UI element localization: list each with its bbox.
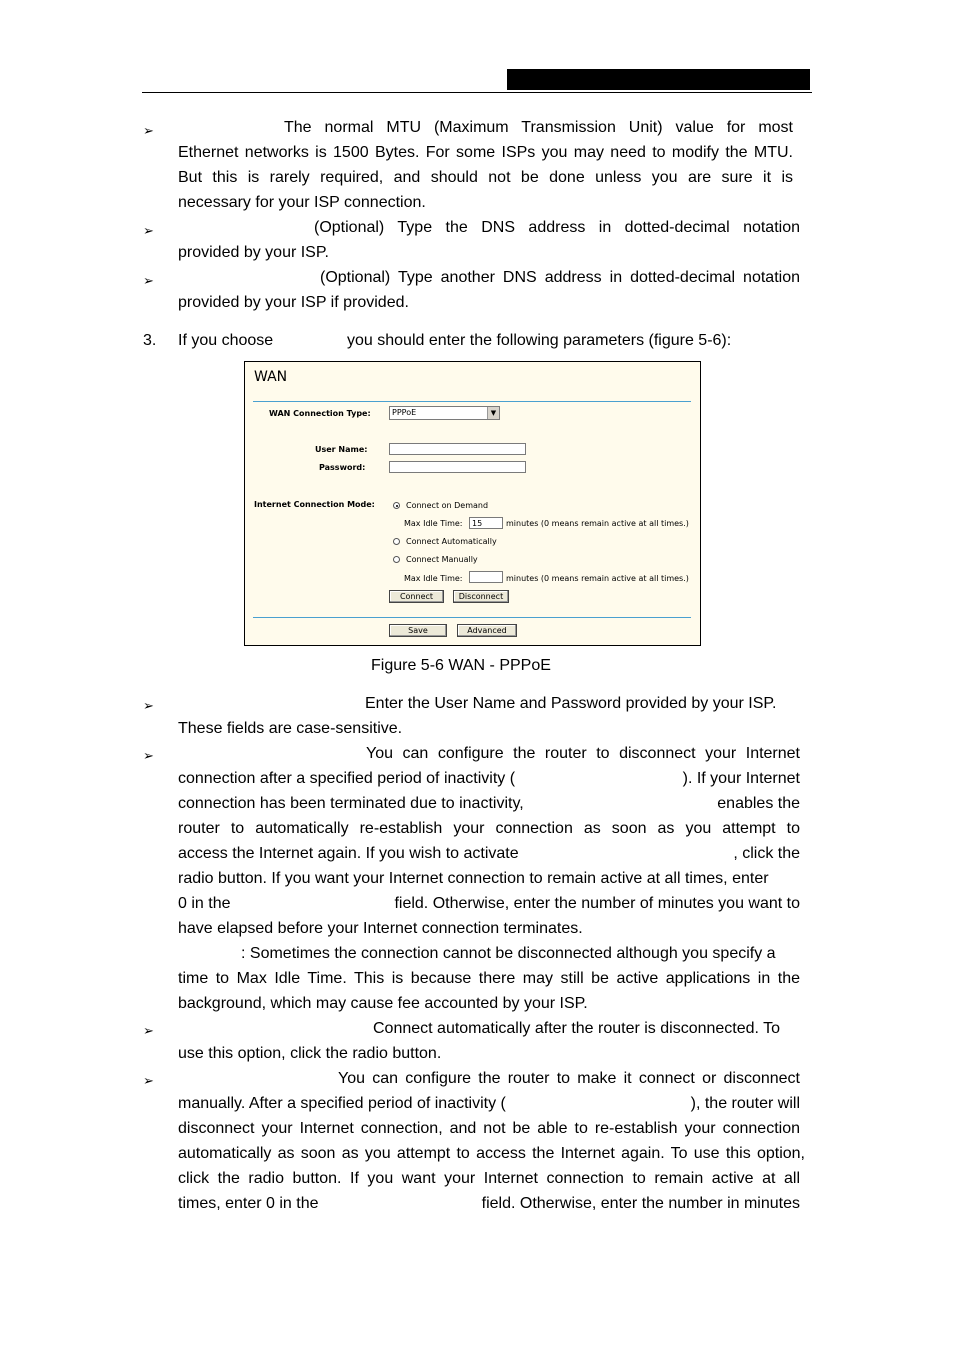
- manual-line-5: click the radio button. If you want your Internet connection to remain active at all: [178, 1170, 800, 1187]
- cod-line-8: have elapsed before your Internet connection terminates.: [178, 920, 583, 937]
- connect-button[interactable]: Connect: [389, 590, 444, 603]
- manual-line-6b: field. Otherwise, enter the number in minutes: [481, 1195, 800, 1212]
- bullet-icon: ➢: [143, 698, 154, 713]
- auto-line-1: Connect automatically after the router is disconnected. To: [373, 1020, 781, 1037]
- bullet-icon: ➢: [143, 1073, 154, 1088]
- connect-manual-label: Connect Manually: [406, 555, 478, 564]
- connect-auto-label: Connect Automatically: [406, 537, 497, 546]
- disconnect-button[interactable]: Disconnect: [453, 590, 509, 603]
- bullet-icon: ➢: [143, 273, 154, 288]
- conn-type-select[interactable]: [389, 406, 500, 420]
- cod-line-3a: connection has been terminated due to inactivity,: [178, 795, 524, 812]
- cod-line-1: You can configure the router to disconnect your Internet: [366, 745, 800, 762]
- userpass-line-1: Enter the User Name and Password provided by your ISP.: [365, 695, 777, 712]
- figure-caption: Figure 5-6 WAN - PPPoE: [371, 657, 551, 674]
- wan-bottom-rule: [253, 617, 691, 618]
- dns1-line-2: provided by your ISP.: [178, 244, 329, 261]
- save-button[interactable]: Save: [389, 624, 447, 637]
- mtu-line-2: Ethernet networks is 1500 Bytes. For some ISPs you may need to modify the MTU.: [178, 144, 793, 161]
- step-number: 3.: [143, 332, 157, 349]
- header-rule: [142, 92, 812, 93]
- mtu-line-3: But this is rarely required, and should not be done unless you are sure it is: [178, 169, 793, 186]
- mtu-line-4: necessary for your ISP connection.: [178, 194, 426, 211]
- cod-line-5a: access the Internet again. If you wish to activate: [178, 845, 519, 862]
- header-bar: [507, 69, 810, 90]
- cod-note-2: time to Max Idle Time. This is because there may still be active applications in the: [178, 970, 800, 987]
- username-input[interactable]: [389, 443, 526, 455]
- max-idle-input-2[interactable]: [469, 571, 503, 583]
- wan-pppoe-screenshot: [244, 361, 701, 646]
- max-idle-note-2: minutes (0 means remain active at all times.): [506, 574, 689, 583]
- password-input[interactable]: [389, 461, 526, 473]
- conn-type-value: PPPoE: [392, 408, 417, 417]
- username-label: User Name:: [315, 445, 368, 454]
- dns2-line-1: (Optional) Type another DNS address in dotted-decimal notation: [320, 269, 800, 286]
- password-label: Password:: [319, 463, 366, 472]
- step3-before: If you choose: [178, 332, 274, 349]
- chevron-down-icon[interactable]: ▼: [487, 407, 499, 419]
- connect-manual-radio[interactable]: [393, 556, 400, 563]
- manual-line-6a: times, enter 0 in the: [178, 1195, 319, 1212]
- step3-after: you should enter the following parameters (figure 5-6):: [347, 332, 732, 349]
- max-idle-label-1: Max Idle Time:: [404, 519, 463, 528]
- dns2-line-2: provided by your ISP if provided.: [178, 294, 409, 311]
- bullet-icon: ➢: [143, 1023, 154, 1038]
- conn-mode-label: Internet Connection Mode:: [254, 500, 375, 509]
- manual-line-2a: manually. After a specified period of inactivity (: [178, 1095, 506, 1112]
- auto-line-2: use this option, click the radio button.: [178, 1045, 442, 1062]
- cod-line-2b: ). If your Internet: [682, 770, 800, 787]
- cod-note-3: background, which may cause fee accounted by your ISP.: [178, 995, 588, 1012]
- manual-line-2b: ), the router will: [690, 1095, 800, 1112]
- cod-line-7a: 0 in the: [178, 895, 231, 912]
- cod-line-7b: field. Otherwise, enter the number of minutes you want to: [394, 895, 800, 912]
- manual-line-4: automatically as soon as you attempt to access the Internet again. To use this option,: [178, 1145, 805, 1162]
- connect-on-demand-radio[interactable]: [393, 502, 400, 509]
- bullet-icon: ➢: [143, 223, 154, 238]
- max-idle-label-2: Max Idle Time:: [404, 574, 463, 583]
- bullet-icon: ➢: [143, 748, 154, 763]
- cod-line-4: router to automatically re-establish your connection as soon as you attempt to: [178, 820, 800, 837]
- bullet-icon: ➢: [143, 123, 154, 138]
- cod-line-6: radio button. If you want your Internet connection to remain active at all times, enter: [178, 870, 769, 887]
- conn-type-label: WAN Connection Type:: [269, 409, 371, 418]
- cod-line-3b: enables the: [717, 795, 800, 812]
- cod-line-2a: connection after a specified period of inactivity (: [178, 770, 516, 787]
- cod-note-1: : Sometimes the connection cannot be disconnected although you specify a: [241, 945, 776, 962]
- mtu-line-1: The normal MTU (Maximum Transmission Unit) value for most: [284, 119, 793, 136]
- manual-line-3: disconnect your Internet connection, and not be able to re-establish your connection: [178, 1120, 800, 1137]
- connect-on-demand-label: Connect on Demand: [406, 501, 489, 510]
- manual-line-1: You can configure the router to make it connect or disconnect: [338, 1070, 800, 1087]
- dns1-line-1: (Optional) Type the DNS address in dotted-decimal notation: [314, 219, 800, 236]
- userpass-line-2: These fields are case-sensitive.: [178, 720, 403, 737]
- max-idle-note-1: minutes (0 means remain active at all times.): [506, 519, 689, 528]
- connect-auto-radio[interactable]: [393, 538, 400, 545]
- wan-title: WAN: [254, 369, 288, 385]
- cod-line-5b: , click the: [733, 845, 800, 862]
- advanced-button[interactable]: Advanced: [457, 624, 517, 637]
- wan-top-rule: [253, 401, 691, 402]
- max-idle-input-1[interactable]: [469, 517, 503, 529]
